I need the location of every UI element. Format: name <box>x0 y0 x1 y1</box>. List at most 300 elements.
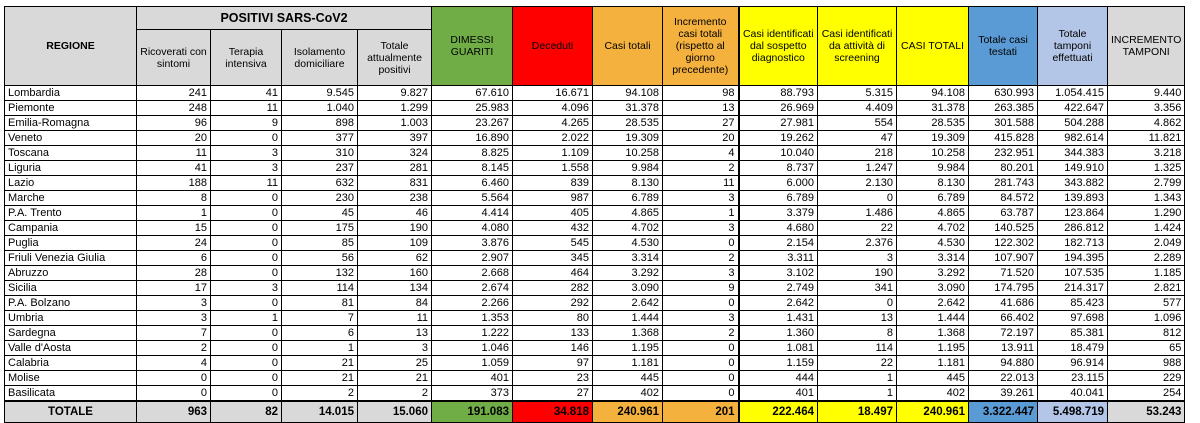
table-cell: 22.013 <box>969 371 1038 386</box>
table-cell: 6.789 <box>739 191 818 206</box>
table-cell: 0 <box>211 236 282 251</box>
table-cell: 1.368 <box>593 326 663 341</box>
table-cell: 16.671 <box>513 86 593 101</box>
table-cell: 0 <box>663 356 739 371</box>
table-cell: 71.520 <box>969 266 1038 281</box>
table-cell: 1 <box>818 371 897 386</box>
table-cell: 292 <box>513 296 593 311</box>
table-cell: 3 <box>358 341 432 356</box>
table-cell: 422.647 <box>1038 101 1108 116</box>
table-cell: 40.041 <box>1038 386 1108 402</box>
total-cell: 201 <box>663 401 739 423</box>
table-cell: 6 <box>282 326 358 341</box>
table-row <box>5 266 1185 281</box>
region-name: P.A. Bolzano <box>5 296 137 311</box>
table-row <box>5 341 1185 356</box>
table-cell: 377 <box>282 131 358 146</box>
table-cell: 1.486 <box>818 206 897 221</box>
table-cell: 6 <box>137 251 211 266</box>
table-cell: 194.395 <box>1038 251 1108 266</box>
table-row <box>5 176 1185 191</box>
table-cell: 0 <box>211 296 282 311</box>
table-cell: 397 <box>358 131 432 146</box>
table-cell: 0 <box>211 251 282 266</box>
total-cell: 82 <box>211 401 282 423</box>
table-cell: 13 <box>818 311 897 326</box>
region-name: Sicilia <box>5 281 137 296</box>
table-cell: 18.479 <box>1038 341 1108 356</box>
table-cell: 175 <box>282 221 358 236</box>
table-cell: 7 <box>282 311 358 326</box>
total-cell: 191.083 <box>432 401 513 423</box>
table-cell: 248 <box>137 101 211 116</box>
table-cell: 341 <box>818 281 897 296</box>
table-cell: 94.108 <box>593 86 663 101</box>
table-cell: 2.821 <box>1108 281 1185 296</box>
table-cell: 13 <box>663 101 739 116</box>
table-cell: 9.984 <box>897 161 969 176</box>
region-name: Lazio <box>5 176 137 191</box>
table-cell: 140.525 <box>969 221 1038 236</box>
table-cell: 1.290 <box>1108 206 1185 221</box>
region-name: Marche <box>5 191 137 206</box>
region-name: Campania <box>5 221 137 236</box>
table-row <box>5 326 1185 341</box>
table-row <box>5 371 1185 386</box>
table-cell: 80 <box>513 311 593 326</box>
table-cell: 132 <box>282 266 358 281</box>
table-cell: 401 <box>739 386 818 402</box>
region-name: Liguria <box>5 161 137 176</box>
table-cell: 85 <box>282 236 358 251</box>
table-cell: 415.828 <box>969 131 1038 146</box>
table-body <box>5 86 1185 402</box>
table-cell: 3 <box>663 311 739 326</box>
table-cell: 0 <box>211 221 282 236</box>
table-cell: 1.368 <box>897 326 969 341</box>
header-dimessi: DIMESSI GUARITI <box>432 7 513 86</box>
table-cell: 41 <box>137 161 211 176</box>
table-cell: 230 <box>282 191 358 206</box>
table-cell: 0 <box>211 371 282 386</box>
table-cell: 1.325 <box>1108 161 1185 176</box>
region-name: Emilia-Romagna <box>5 116 137 131</box>
header-casi-screening: Casi identificati da attività di screening <box>818 7 897 86</box>
table-cell: 0 <box>211 326 282 341</box>
table-cell: 214.317 <box>1038 281 1108 296</box>
total-cell: 963 <box>137 401 211 423</box>
table-cell: 2.799 <box>1108 176 1185 191</box>
total-cell: 15.060 <box>358 401 432 423</box>
table-row <box>5 161 1185 176</box>
table-cell: 2.642 <box>739 296 818 311</box>
table-cell: 281 <box>358 161 432 176</box>
table-cell: 3.218 <box>1108 146 1185 161</box>
table-cell: 2 <box>663 326 739 341</box>
table-cell: 9 <box>663 281 739 296</box>
table-cell: 0 <box>663 371 739 386</box>
table-cell: 1.181 <box>593 356 663 371</box>
table-cell: 13 <box>358 326 432 341</box>
table-cell: 2.674 <box>432 281 513 296</box>
table-cell: 4.530 <box>897 236 969 251</box>
header-positivi-group: POSITIVI SARS-CoV2 <box>137 7 432 30</box>
header-totale-positivi: Totale attualmente positivi <box>358 30 432 86</box>
table-cell: 8.130 <box>897 176 969 191</box>
table-row <box>5 296 1185 311</box>
table-cell: 6.000 <box>739 176 818 191</box>
total-row <box>5 401 1185 423</box>
region-name: Umbria <box>5 311 137 326</box>
table-cell: 67.610 <box>432 86 513 101</box>
table-cell: 4.702 <box>897 221 969 236</box>
table-cell: 4.530 <box>593 236 663 251</box>
table-cell: 9.440 <box>1108 86 1185 101</box>
table-cell: 11 <box>137 146 211 161</box>
table-cell: 263.385 <box>969 101 1038 116</box>
table-cell: 405 <box>513 206 593 221</box>
table-cell: 85.381 <box>1038 326 1108 341</box>
table-cell: 1.003 <box>358 116 432 131</box>
table-cell: 3 <box>137 311 211 326</box>
table-cell: 1.424 <box>1108 221 1185 236</box>
table-cell: 1.081 <box>739 341 818 356</box>
table-cell: 80.201 <box>969 161 1038 176</box>
table-cell: 401 <box>432 371 513 386</box>
table-cell: 20 <box>663 131 739 146</box>
table-cell: 21 <box>282 356 358 371</box>
table-cell: 577 <box>1108 296 1185 311</box>
table-cell: 27 <box>513 386 593 402</box>
table-cell: 17 <box>137 281 211 296</box>
table-row <box>5 101 1185 116</box>
table-cell: 31.378 <box>897 101 969 116</box>
total-cell: 240.961 <box>897 401 969 423</box>
table-cell: 1.040 <box>282 101 358 116</box>
covid-regional-table <box>4 6 1185 423</box>
total-label: TOTALE <box>5 401 137 423</box>
table-cell: 11 <box>211 176 282 191</box>
table-cell: 96.914 <box>1038 356 1108 371</box>
table-cell: 81 <box>282 296 358 311</box>
table-cell: 3.090 <box>897 281 969 296</box>
table-cell: 88.793 <box>739 86 818 101</box>
table-cell: 25 <box>358 356 432 371</box>
header-terapia: Terapia intensiva <box>211 30 282 86</box>
table-cell: 987 <box>513 191 593 206</box>
region-name: P.A. Trento <box>5 206 137 221</box>
table-cell: 133 <box>513 326 593 341</box>
table-cell: 4.862 <box>1108 116 1185 131</box>
table-cell: 2.376 <box>818 236 897 251</box>
table-cell: 72.197 <box>969 326 1038 341</box>
table-cell: 11.821 <box>1108 131 1185 146</box>
table-cell: 1.353 <box>432 311 513 326</box>
table-cell: 3 <box>663 191 739 206</box>
header-region: REGIONE <box>5 7 137 86</box>
header-casi-sospetto: Casi identificati dal sospetto diagnostico <box>739 7 818 86</box>
table-cell: 6.789 <box>897 191 969 206</box>
table-row <box>5 116 1185 131</box>
table-cell: 84 <box>358 296 432 311</box>
table-cell: 0 <box>211 266 282 281</box>
table-cell: 8.737 <box>739 161 818 176</box>
table-cell: 62 <box>358 251 432 266</box>
table-cell: 149.910 <box>1038 161 1108 176</box>
table-cell: 46 <box>358 206 432 221</box>
table-cell: 1.222 <box>432 326 513 341</box>
table-cell: 982.614 <box>1038 131 1108 146</box>
table-cell: 24 <box>137 236 211 251</box>
table-cell: 8.145 <box>432 161 513 176</box>
table-cell: 3 <box>211 281 282 296</box>
table-cell: 16.890 <box>432 131 513 146</box>
table-row <box>5 86 1185 101</box>
table-cell: 3 <box>137 296 211 311</box>
table-cell: 98 <box>663 86 739 101</box>
table-cell: 190 <box>358 221 432 236</box>
table-cell: 2 <box>282 386 358 402</box>
table-cell: 2.668 <box>432 266 513 281</box>
header-incremento-tamponi: INCREMENTO TAMPONI <box>1108 7 1185 86</box>
table-cell: 56 <box>282 251 358 266</box>
table-cell: 988 <box>1108 356 1185 371</box>
table-cell: 3 <box>663 221 739 236</box>
table-cell: 8.130 <box>593 176 663 191</box>
region-name: Veneto <box>5 131 137 146</box>
table-cell: 23.115 <box>1038 371 1108 386</box>
table-cell: 402 <box>897 386 969 402</box>
table-cell: 6.789 <box>593 191 663 206</box>
table-cell: 3 <box>663 266 739 281</box>
table-cell: 21 <box>358 371 432 386</box>
table-cell: 160 <box>358 266 432 281</box>
table-row <box>5 236 1185 251</box>
table-cell: 0 <box>211 386 282 402</box>
table-cell: 345 <box>513 251 593 266</box>
table-cell: 554 <box>818 116 897 131</box>
table-cell: 0 <box>818 296 897 311</box>
table-cell: 2.022 <box>513 131 593 146</box>
table-cell: 4.414 <box>432 206 513 221</box>
table-cell: 2.642 <box>897 296 969 311</box>
table-cell: 11 <box>358 311 432 326</box>
table-cell: 1.185 <box>1108 266 1185 281</box>
table-cell: 812 <box>1108 326 1185 341</box>
table-cell: 5.315 <box>818 86 897 101</box>
table-cell: 8 <box>818 326 897 341</box>
table-cell: 107.907 <box>969 251 1038 266</box>
table-cell: 3.314 <box>897 251 969 266</box>
table-cell: 109 <box>358 236 432 251</box>
table-cell: 5.564 <box>432 191 513 206</box>
table-cell: 21 <box>282 371 358 386</box>
table-cell: 3.314 <box>593 251 663 266</box>
table-cell: 9 <box>211 116 282 131</box>
table-cell: 898 <box>282 116 358 131</box>
table-cell: 0 <box>211 356 282 371</box>
table-cell: 28 <box>137 266 211 281</box>
total-cell: 5.498.719 <box>1038 401 1108 423</box>
table-cell: 1 <box>211 311 282 326</box>
table-cell: 6.460 <box>432 176 513 191</box>
table-cell: 10.258 <box>593 146 663 161</box>
table-cell: 19.262 <box>739 131 818 146</box>
total-cell: 53.243 <box>1108 401 1185 423</box>
table-cell: 4.865 <box>593 206 663 221</box>
region-name: Toscana <box>5 146 137 161</box>
header-totale-tamponi: Totale tamponi effettuati <box>1038 7 1108 86</box>
total-cell: 222.464 <box>739 401 818 423</box>
table-cell: 66.402 <box>969 311 1038 326</box>
table-cell: 3.292 <box>897 266 969 281</box>
table-row <box>5 146 1185 161</box>
table-cell: 218 <box>818 146 897 161</box>
region-name: Sardegna <box>5 326 137 341</box>
table-cell: 63.787 <box>969 206 1038 221</box>
table-cell: 504.288 <box>1038 116 1108 131</box>
table-cell: 13.911 <box>969 341 1038 356</box>
region-name: Abruzzo <box>5 266 137 281</box>
table-cell: 1.195 <box>593 341 663 356</box>
region-name: Molise <box>5 371 137 386</box>
table-cell: 146 <box>513 341 593 356</box>
table-cell: 2.749 <box>739 281 818 296</box>
table-cell: 26.969 <box>739 101 818 116</box>
table-cell: 3 <box>211 146 282 161</box>
table-cell: 241 <box>137 86 211 101</box>
table-cell: 3.292 <box>593 266 663 281</box>
table-cell: 0 <box>663 341 739 356</box>
table-cell: 2.266 <box>432 296 513 311</box>
table-cell: 2.642 <box>593 296 663 311</box>
table-cell: 1.431 <box>739 311 818 326</box>
table-cell: 1.247 <box>818 161 897 176</box>
table-cell: 4.702 <box>593 221 663 236</box>
table-cell: 2.289 <box>1108 251 1185 266</box>
region-name: Lombardia <box>5 86 137 101</box>
table-cell: 0 <box>663 296 739 311</box>
table-cell: 0 <box>137 386 211 402</box>
table-cell: 1.444 <box>593 311 663 326</box>
header-ricoverati: Ricoverati con sintomi <box>137 30 211 86</box>
table-cell: 310 <box>282 146 358 161</box>
header-totale-testati: Totale casi testati <box>969 7 1038 86</box>
table-cell: 3.102 <box>739 266 818 281</box>
table-cell: 0 <box>137 371 211 386</box>
table-cell: 831 <box>358 176 432 191</box>
table-cell: 1.558 <box>513 161 593 176</box>
region-name: Basilicata <box>5 386 137 402</box>
table-row <box>5 356 1185 371</box>
table-cell: 39.261 <box>969 386 1038 402</box>
table-cell: 0 <box>211 191 282 206</box>
table-cell: 123.864 <box>1038 206 1108 221</box>
table-cell: 1.046 <box>432 341 513 356</box>
table-cell: 114 <box>818 341 897 356</box>
region-name: Piemonte <box>5 101 137 116</box>
table-cell: 134 <box>358 281 432 296</box>
total-cell: 240.961 <box>593 401 663 423</box>
table-cell: 1 <box>137 206 211 221</box>
table-cell: 65 <box>1108 341 1185 356</box>
table-cell: 94.880 <box>969 356 1038 371</box>
table-cell: 1.360 <box>739 326 818 341</box>
table-cell: 286.812 <box>1038 221 1108 236</box>
table-cell: 445 <box>897 371 969 386</box>
table-cell: 188 <box>137 176 211 191</box>
total-cell: 14.015 <box>282 401 358 423</box>
table-row <box>5 386 1185 402</box>
table-cell: 4 <box>663 146 739 161</box>
table-cell: 3.311 <box>739 251 818 266</box>
table-cell: 237 <box>282 161 358 176</box>
table-cell: 9.827 <box>358 86 432 101</box>
table-cell: 301.588 <box>969 116 1038 131</box>
table-cell: 1.096 <box>1108 311 1185 326</box>
table-cell: 4.080 <box>432 221 513 236</box>
header-deceduti: Deceduti <box>513 7 593 86</box>
region-name: Valle d'Aosta <box>5 341 137 356</box>
table-cell: 28.535 <box>897 116 969 131</box>
table-cell: 47 <box>818 131 897 146</box>
table-cell: 11 <box>211 101 282 116</box>
table-row <box>5 311 1185 326</box>
table-cell: 2.049 <box>1108 236 1185 251</box>
table-cell: 4.265 <box>513 116 593 131</box>
table-cell: 11 <box>663 176 739 191</box>
table-cell: 1 <box>663 206 739 221</box>
table-cell: 1.159 <box>739 356 818 371</box>
table-cell: 4 <box>137 356 211 371</box>
table-cell: 41 <box>211 86 282 101</box>
table-cell: 3 <box>211 161 282 176</box>
table-cell: 630.993 <box>969 86 1038 101</box>
table-cell: 190 <box>818 266 897 281</box>
table-cell: 41.686 <box>969 296 1038 311</box>
table-cell: 10.040 <box>739 146 818 161</box>
table-cell: 0 <box>211 206 282 221</box>
table-cell: 0 <box>211 131 282 146</box>
table-cell: 1 <box>818 386 897 402</box>
table-cell: 0 <box>663 386 739 402</box>
total-cell: 3.322.447 <box>969 401 1038 423</box>
table-cell: 96 <box>137 116 211 131</box>
table-cell: 23.267 <box>432 116 513 131</box>
region-name: Calabria <box>5 356 137 371</box>
total-cell: 34.818 <box>513 401 593 423</box>
table-cell: 114 <box>282 281 358 296</box>
table-cell: 27 <box>663 116 739 131</box>
table-cell: 254 <box>1108 386 1185 402</box>
table-cell: 1.195 <box>897 341 969 356</box>
table-cell: 1.181 <box>897 356 969 371</box>
table-cell: 122.302 <box>969 236 1038 251</box>
table-cell: 84.572 <box>969 191 1038 206</box>
total-cell: 18.497 <box>818 401 897 423</box>
table-cell: 282 <box>513 281 593 296</box>
table-cell: 2.130 <box>818 176 897 191</box>
table-cell: 2.907 <box>432 251 513 266</box>
table-cell: 22 <box>818 356 897 371</box>
table-cell: 107.535 <box>1038 266 1108 281</box>
table-cell: 0 <box>663 236 739 251</box>
table-cell: 2 <box>663 251 739 266</box>
table-cell: 373 <box>432 386 513 402</box>
table-row <box>5 251 1185 266</box>
table-row <box>5 191 1185 206</box>
header-casi-totali: Casi totali <box>593 7 663 86</box>
